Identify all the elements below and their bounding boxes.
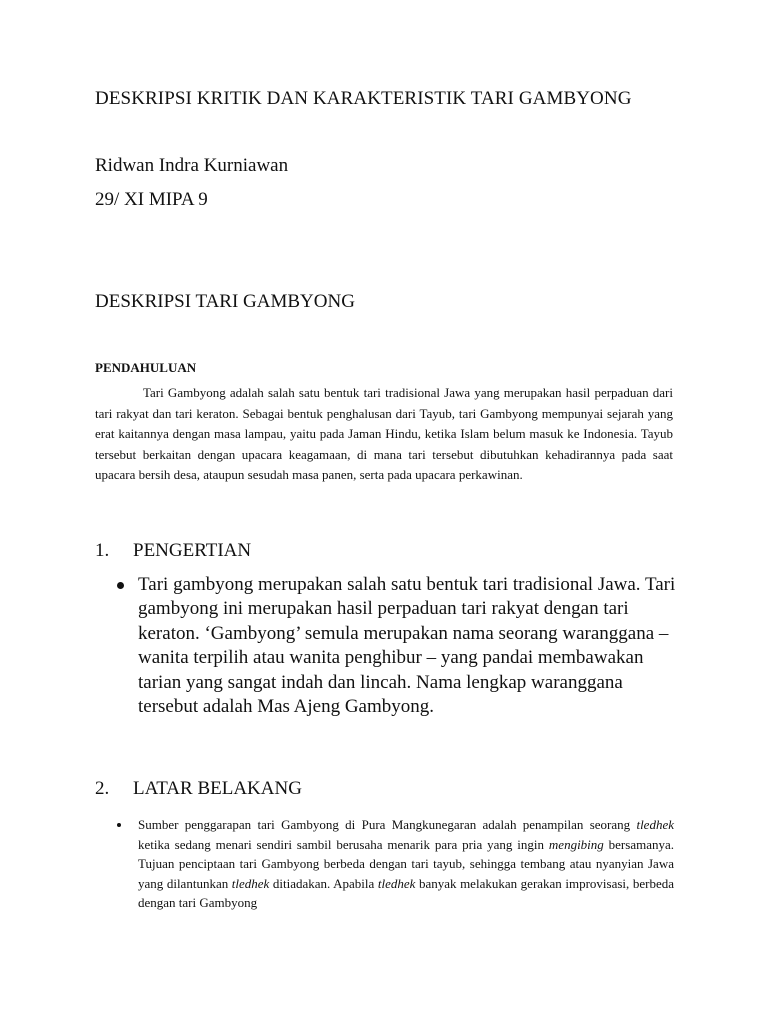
- author-name: Ridwan Indra Kurniawan: [95, 155, 289, 176]
- intro-paragraph: Tari Gambyong adalah salah satu bentuk tari tradisional Jawa yang merupakan hasil perpaduan dari tari rakyat dan tari keraton. Sebagai bentuk penghalusan dari Tayub, tari Gambyong mempunyai sejarah yang erat kaitannya dengan masa lampau, yaitu pada Jaman Hindu, ketika Islam belum masuk ke Indonesia. Tayub tersebut berkaitan dengan upacara keagamaan, di mana tari tersebut dibutuhkan kehadirannya pada saat upacara bersih desa, ataupun sesudah masa panen, serta pada upacara perkawinan.: [95, 385, 673, 482]
- section-1-title: PENGERTIAN: [133, 540, 252, 561]
- bullet-text: ditiadakan. Apabila: [269, 875, 378, 891]
- italic-term: tledhek: [377, 875, 416, 891]
- document-title: DESKRIPSI KRITIK DAN KARAKTERISTIK TARI GAMBYONG: [95, 88, 632, 109]
- bullet-text: bersamanya. Tujuan penciptaan tari Gambyong berbeda dengan tari tayub, sehingga tembang atau nyanyian Jawa yang dilantunkan: [138, 836, 674, 891]
- section-2-bullet: [138, 815, 674, 913]
- bullet-icon: [117, 823, 121, 827]
- italic-term: tledhek: [636, 817, 674, 832]
- bullet-icon: [117, 582, 124, 589]
- bullet-text: banyak melakukan gerakan improvisasi, berbeda dengan tari Gambyong: [138, 875, 674, 910]
- section-1-number: 1.: [95, 540, 110, 561]
- section-2-number: 2.: [95, 778, 110, 799]
- section-2-title: LATAR BELAKANG: [133, 778, 302, 799]
- italic-term: tledhek: [231, 875, 270, 891]
- italic-term: mengibing: [548, 836, 604, 852]
- class-info: 29/ XI MIPA 9: [95, 189, 208, 210]
- section-title: DESKRIPSI TARI GAMBYONG: [95, 291, 355, 312]
- bullet-text: Sumber penggarapan tari Gambyong di Pura Mangkunegaran adalah penampilan seorang: [138, 817, 637, 832]
- intro-heading: PENDAHULUAN: [95, 360, 197, 375]
- section-1-bullet: Tari gambyong merupakan salah satu bentuk tari tradisional Jawa. Tari gambyong ini merupakan hasil perpaduan tari rakyat dengan tari keraton. ‘Gambyong’ semula merupakan nama seorang waranggana – wanita terpilih atau wanita penghibur – yang pandai membawakan tarian yang sangat indah dan lincah. Nama lengkap waranggana tersebut adalah Mas Ajeng Gambyong.: [138, 574, 676, 718]
- bullet-text: ketika sedang menari sendiri sambil berusaha menarik para pria yang ingin: [138, 836, 549, 852]
